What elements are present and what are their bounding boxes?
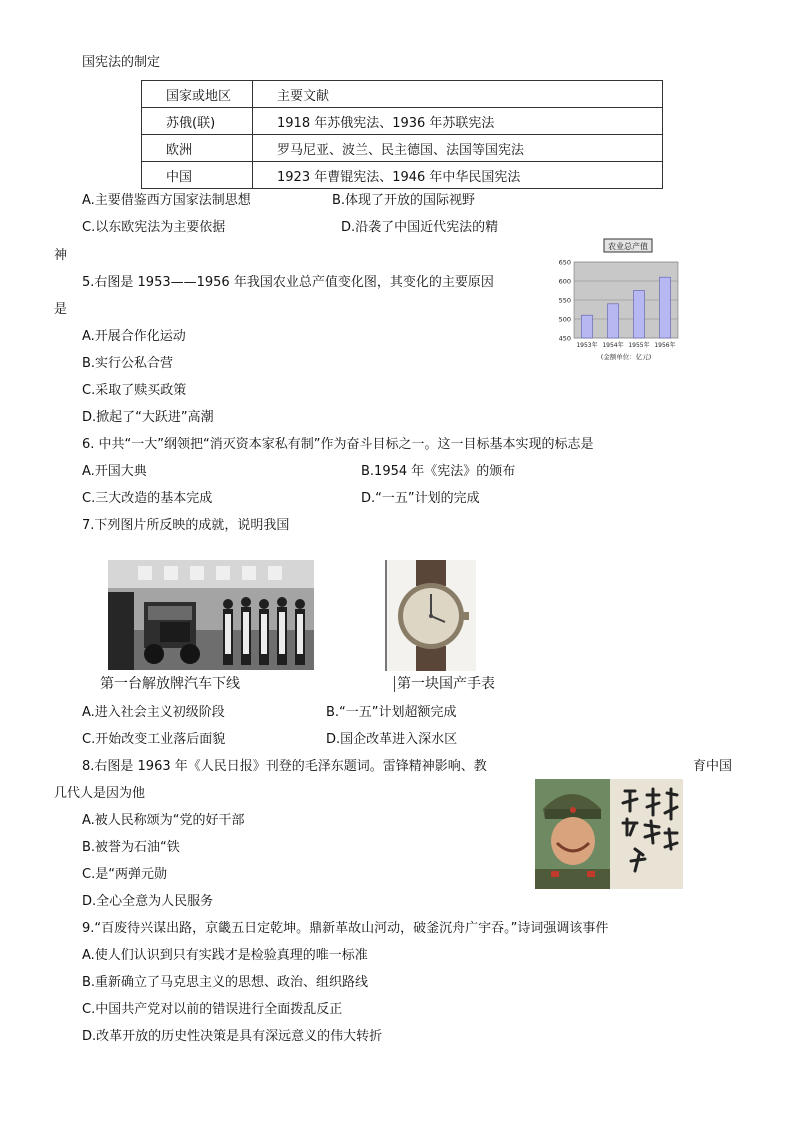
chart-x-tick-label: 1956年 [654, 342, 676, 349]
q4-option-c: C.以东欧宪法为主要依据 [82, 220, 226, 235]
table-header-row [142, 81, 663, 108]
q6-option-c: C.三大改造的基本完成 [82, 491, 213, 506]
q4-option-b: B.体现了开放的国际视野 [332, 193, 476, 208]
chart-y-tick-label: 600 [558, 277, 571, 286]
chart-x-tick-label: 1953年 [576, 342, 598, 349]
truck-photo [108, 560, 314, 670]
q9-option-b: B.重新确立了马克思主义的思想、政治、组织路线 [82, 975, 369, 990]
table-cell: 国家或地区 [142, 81, 253, 108]
q9-option-a: A.使人们认识到只有实践才是检验真理的唯一标准 [82, 948, 368, 963]
constitution-table [141, 80, 663, 189]
intro-fragment: 国宪法的制定 [82, 55, 161, 70]
table-row [142, 162, 663, 189]
q7-option-a: A.进入社会主义初级阶段 [82, 705, 225, 720]
caption-truck: 第一台解放牌汽车下线 [100, 676, 240, 692]
q5-option-b: B.实行公私合营 [82, 356, 174, 371]
q8-option-a: A.被人民称颂为“党的好干部 [82, 813, 245, 828]
q5-stem: 5.右图是 1953——1956 年我国农业总产值变化图，其变化的主要原因 [82, 275, 494, 290]
q4-option-a: A.主要借鉴西方国家法制思想 [82, 193, 251, 208]
chart-bar [634, 291, 645, 339]
chart-bar [608, 304, 619, 338]
chart-bar [582, 315, 593, 338]
table-cell: 1923 年曹锟宪法、1946 年中华民国宪法 [253, 162, 663, 189]
chart-y-tick-label: 450 [558, 334, 571, 343]
table-row [142, 135, 663, 162]
q8-option-b: B.被誉为石油“铁 [82, 840, 180, 855]
chart-y-tick-label: 550 [558, 296, 571, 305]
table-row [142, 108, 663, 135]
chart-bar [660, 277, 671, 338]
chart-y-tick-label: 650 [558, 258, 571, 267]
chart-y-tick-label: 500 [558, 315, 571, 324]
chart-unit-label: (金额单位：亿元) [600, 353, 652, 361]
q8-option-d: D.全心全意为人民服务 [82, 894, 214, 909]
q8-stem: 8.右图是 1963 年《人民日报》刊登的毛泽东题词。雷锋精神影响、教 [82, 759, 487, 774]
q4-option-d-wrap: 神 [54, 248, 68, 263]
q6-option-a: A.开国大典 [82, 464, 147, 479]
q9-option-c: C.中国共产党对以前的错误进行全面拨乱反正 [82, 1002, 343, 1017]
q5-option-d: D.掀起了“大跃进”高潮 [82, 410, 214, 425]
chart-x-tick-label: 1954年 [602, 342, 624, 349]
q7-stem: 7.下列图片所反映的成就，说明我国 [82, 518, 290, 533]
q6-stem: 6. 中共“一大”纲领把“消灭资本家私有制”作为奋斗目标之一。这一目标基本实现的标志是 [82, 437, 594, 452]
q7-option-c: C.开始改变工业落后面貌 [82, 732, 226, 747]
table-cell: 欧洲 [142, 135, 253, 162]
caption-divider [394, 676, 395, 692]
q9-option-d: D.改革开放的历史性决策是具有深远意义的伟大转折 [82, 1029, 383, 1044]
chart-x-tick-label: 1955年 [628, 342, 650, 349]
q6-option-b: B.1954 年《宪法》的颁布 [361, 464, 516, 479]
q8-option-c: C.是“两弹元勋 [82, 867, 167, 882]
q5-option-c: C.采取了赎买政策 [82, 383, 187, 398]
lei-feng-inscription-photo [535, 779, 683, 889]
table-cell: 罗马尼亚、波兰、民主德国、法国等国宪法 [253, 135, 663, 162]
table-cell: 苏俄(联) [142, 108, 253, 135]
q4-option-d: D.沿袭了中国近代宪法的精 [341, 220, 499, 235]
q9-stem: 9.“百废待兴谋出路，京畿五日定乾坤。鼎新革故山河动，破釜沉舟广宇吞。”诗词强调该事件 [82, 921, 609, 936]
q7-option-b: B.“一五”计划超额完成 [326, 705, 457, 720]
agri-output-bar-chart [552, 236, 692, 368]
caption-watch: 第一块国产手表 [397, 676, 495, 692]
q5-option-a: A.开展合作化运动 [82, 329, 186, 344]
table-cell: 主要文献 [253, 81, 663, 108]
watch-photo [385, 560, 476, 671]
q5-stem-wrap: 是 [54, 302, 68, 317]
q8-stem-right: 育中国 [693, 759, 733, 774]
q8-stem-wrap: 几代人是因为他 [54, 786, 146, 801]
table-cell: 中国 [142, 162, 253, 189]
q6-option-d: D.“一五”计划的完成 [361, 491, 480, 506]
chart-title: 农业总产值 [608, 242, 648, 251]
q7-option-d: D.国企改革进入深水区 [326, 732, 458, 747]
table-cell: 1918 年苏俄宪法、1936 年苏联宪法 [253, 108, 663, 135]
